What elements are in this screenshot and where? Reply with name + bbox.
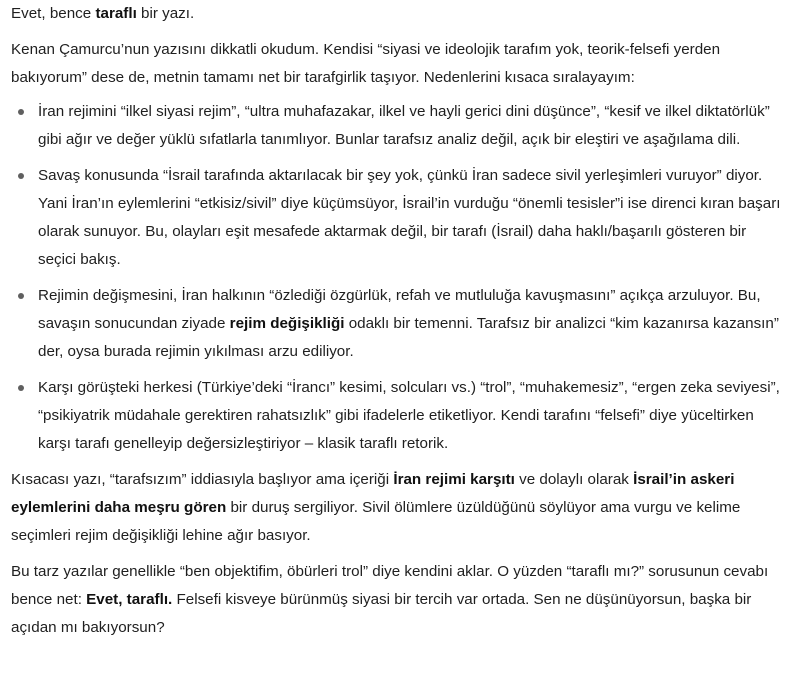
summary-paragraph [11,466,784,550]
bold-text: İran rejimi karşıtı [393,471,515,488]
bullet-icon [18,385,24,391]
bold-text: rejim değişikliği [229,315,345,332]
text: Savaş konusunda “İsrail tarafında aktarılacak bir şey yok, çünkü İran sadece sivil yerleşimleri vuruyor” diyor. Yani İran’ın eylemlerini “etkisiz/sivil” diye küçümsüyor, İsrail’in vurduğu “önemli tesisler”i ise direnci kıran başarı olarak sunuyor. Bu, olayları eşit mesafede aktarmak değil, bir tarafı (İsrail) daha haklı/başarılı gösteren bir seçici bakış. [38,167,781,268]
text: Karşı görüşteki herkesi (Türkiye’deki “İrancı” kesimi, solcuları vs.) “trol”, “muhakemesiz”, “ergen zeka seviyesi”, “psikiyatrik müdahale gerektiren rahatsızlık” gibi ifadelerle etiketliyor. Kendi tarafını “felsefi” diye yüceltirken karşı tarafı genelleyip değersizleştiriyor – klasik taraflı retorik. [38,379,780,452]
text: odaklı bir temenni. Tarafsız bir analizci “kim kazanırsa kazansın” der, oysa burada rejimin yıkılması arzu ediliyor. [38,315,779,360]
reasons-list [11,98,784,458]
closing-paragraph [11,558,784,642]
bullet-icon [18,109,24,115]
bold-text: İsrail’in askeri eylemlerini daha meşru gören [11,471,735,516]
bullet-icon [18,173,24,179]
context-paragraph: Kenan Çamurcu’nun yazısını dikkatli okudum. Kendisi “siyasi ve ideolojik tarafım yok, teorik-felsefi yerden bakıyorum” dese de, metnin tamamı net bir tarafgirlik taşıyor. Nedenlerini kısaca sıralayayım: [11,41,721,86]
text: bir duruş sergiliyor. Sivil ölümlere üzüldüğünü söylüyor ama vurgu ve kelime seçimleri rejim değişikliği lehine ağır basıyor. [11,499,741,544]
text: İran rejimini “ilkel siyasi rejim”, “ultra muhafazakar, ilkel ve hayli gerici dini düşünce”, “kesif ve ilkel diktatörlük” gibi ağır ve değer yüklü sıfatlarla tanımlıyor. Bunlar tarafsız analiz değil, açık bir eleştiri ve aşağılama dili. [38,103,770,148]
list-item [11,162,784,274]
bullet-icon [18,293,24,299]
list-item [11,98,784,154]
text: Rejimin değişmesini, İran halkının “özlediği özgürlük, refah ve mutluluğa kavuşmasını” açıkça arzuluyor. Bu, savaşın sonucundan ziyade [38,287,761,332]
list-item [11,282,784,366]
text: bir yazı. [136,5,195,22]
intro-paragraph [11,0,784,28]
text: Bu tarz yazılar genellikle “ben objektifim, öbürleri trol” diye kendini aklar. O yüzden “taraflı mı?” sorusunun cevabı bence net: [11,563,769,608]
bold-text: Evet, taraflı. [86,591,173,608]
text: ve dolaylı olarak [514,471,634,488]
bold-text: taraflı [95,5,137,22]
text: Kısacası yazı, “tarafsızım” iddiasıyla başlıyor ama içeriği [11,471,394,488]
text: Felsefi kisveye bürünmüş siyasi bir tercih var ortada. Sen ne düşünüyorsun, başka bir açıdan mı bakıyorsun? [11,591,752,636]
text: Evet, bence [11,5,96,22]
list-item [11,374,784,458]
